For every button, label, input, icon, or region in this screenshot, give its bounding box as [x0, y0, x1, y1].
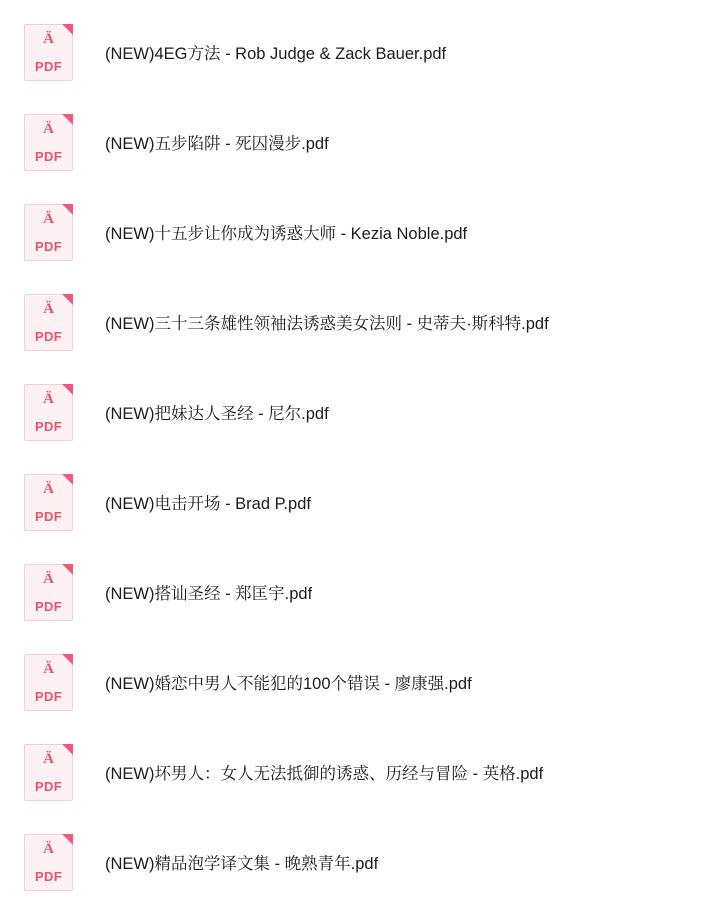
pdf-file-icon — [24, 24, 73, 81]
pdf-icon-glyph: Ä — [43, 750, 54, 767]
pdf-icon-glyph: Ä — [43, 840, 54, 857]
file-list-item[interactable] — [0, 637, 701, 727]
pdf-icon-label: PDF — [35, 238, 62, 254]
pdf-icon-glyph: Ä — [43, 570, 54, 587]
pdf-icon-label: PDF — [35, 328, 62, 344]
pdf-file-icon — [24, 204, 73, 261]
pdf-icon-glyph: Ä — [43, 300, 54, 317]
pdf-file-icon — [24, 744, 73, 801]
file-list-item[interactable] — [0, 277, 701, 367]
pdf-icon-label: PDF — [35, 418, 62, 434]
file-name: (NEW)把妹达人圣经 - 尼尔.pdf — [105, 405, 329, 423]
file-list-item[interactable] — [0, 547, 701, 637]
file-name: (NEW)精品泡学译文集 - 晚熟青年.pdf — [105, 855, 379, 873]
pdf-icon-label: PDF — [35, 508, 62, 524]
pdf-file-icon — [24, 384, 73, 441]
file-list-item[interactable] — [0, 97, 701, 187]
pdf-icon-label: PDF — [35, 868, 62, 884]
pdf-icon-glyph: Ä — [43, 120, 54, 137]
file-list-item[interactable] — [0, 817, 701, 907]
file-list-item[interactable] — [0, 367, 701, 457]
pdf-icon-glyph: Ä — [43, 30, 54, 47]
file-list-item[interactable] — [0, 727, 701, 817]
file-list-item[interactable] — [0, 7, 701, 97]
pdf-icon-label: PDF — [35, 148, 62, 164]
file-name: (NEW)三十三条雄性领袖法诱惑美女法则 - 史蒂夫·斯科特.pdf — [105, 315, 549, 333]
file-name: (NEW)电击开场 - Brad P.pdf — [105, 495, 311, 513]
file-name: (NEW)搭讪圣经 - 郑匡宇.pdf — [105, 585, 313, 603]
file-name: (NEW)婚恋中男人不能犯的100个错误 - 廖康强.pdf — [105, 675, 472, 693]
pdf-file-icon — [24, 294, 73, 351]
pdf-file-icon — [24, 654, 73, 711]
file-name: (NEW)4EG方法 - Rob Judge & Zack Bauer.pdf — [105, 45, 447, 63]
pdf-icon-label: PDF — [35, 598, 62, 614]
file-name: (NEW)坏男人：女人无法抵御的诱惑、历经与冒险 - 英格.pdf — [105, 765, 544, 783]
pdf-file-icon — [24, 564, 73, 621]
pdf-icon-label: PDF — [35, 58, 62, 74]
file-list-item[interactable] — [0, 457, 701, 547]
pdf-icon-glyph: Ä — [43, 660, 54, 677]
pdf-icon-label: PDF — [35, 688, 62, 704]
pdf-icon-glyph: Ä — [43, 480, 54, 497]
file-list-item[interactable] — [0, 187, 701, 277]
pdf-icon-label: PDF — [35, 778, 62, 794]
pdf-file-icon — [24, 834, 73, 891]
pdf-file-icon — [24, 114, 73, 171]
pdf-icon-glyph: Ä — [43, 210, 54, 227]
file-name: (NEW)五步陷阱 - 死囚漫步.pdf — [105, 135, 329, 153]
file-name: (NEW)十五步让你成为诱惑大师 - Kezia Noble.pdf — [105, 225, 468, 243]
pdf-icon-glyph: Ä — [43, 390, 54, 407]
pdf-file-icon — [24, 474, 73, 531]
